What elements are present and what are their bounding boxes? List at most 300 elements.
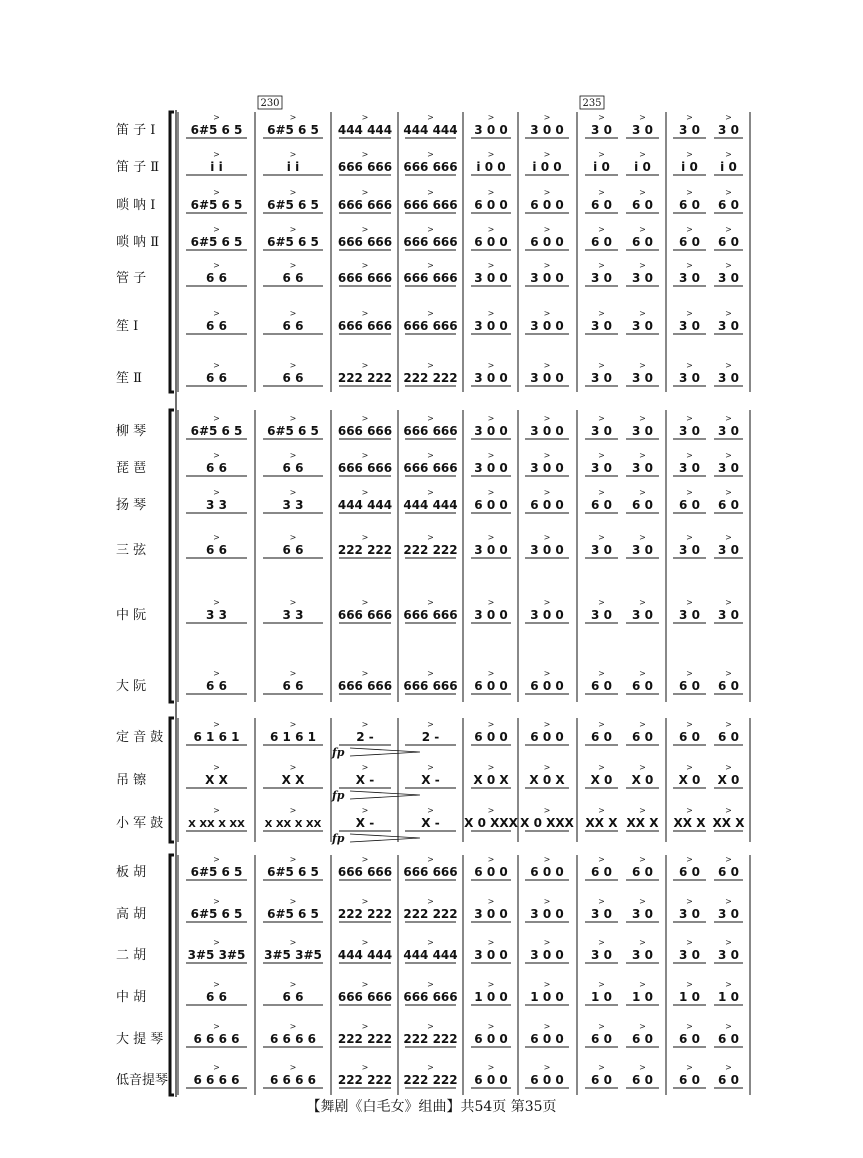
measure-notation-text: 6 6 — [282, 461, 304, 475]
accent-mark: > — [427, 414, 434, 423]
accent-mark: > — [639, 1063, 646, 1072]
accent-mark: > — [639, 763, 646, 772]
accent-mark: > — [213, 225, 220, 234]
accent-mark: > — [487, 938, 495, 947]
measure-notation-text: X - — [421, 816, 440, 830]
measure-notation-text: 1 0 0 — [474, 990, 508, 1004]
accent-mark: > — [289, 225, 297, 234]
measure-notation-text: X 0 XXX — [464, 816, 518, 830]
measure-notation-text: 3 0 0 — [530, 271, 564, 285]
measure-notation-text: 666 666 — [403, 679, 458, 693]
measure-notation-text: 6 0 — [679, 1032, 700, 1046]
accent-mark: > — [289, 361, 297, 370]
measure-notation-text: 6 0 0 — [474, 498, 508, 512]
accent-mark: > — [289, 451, 297, 460]
accent-mark: > — [427, 533, 434, 542]
instrument-label: 定 音 鼓 — [116, 730, 164, 745]
measure-notation-text: 6 0 0 — [474, 865, 508, 879]
instrument-label: 二 胡 — [116, 948, 147, 963]
instrument-label: 唢 呐 Ⅰ — [116, 198, 156, 213]
group-bracket — [170, 112, 174, 392]
accent-mark: > — [725, 598, 732, 607]
measure-notation-text: 1 0 0 — [530, 990, 564, 1004]
accent-mark: > — [725, 806, 732, 815]
measure-notation-text: XX X — [673, 816, 706, 830]
accent-mark: > — [598, 414, 605, 423]
accent-mark: > — [686, 414, 693, 423]
accent-mark: > — [639, 598, 646, 607]
measure-notation-text: 6 6 — [206, 679, 227, 693]
accent-mark: > — [487, 897, 495, 906]
measure-notation-text: 3 0 — [591, 271, 612, 285]
measure-notation-text: 6 0 0 — [474, 198, 508, 212]
measure-notation-text: 3 0 — [679, 543, 700, 557]
measure-notation-text: 222 222 — [337, 371, 393, 385]
measure-notation-text: 222 222 — [337, 543, 393, 557]
accent-mark: > — [686, 938, 693, 947]
measure-notation-text: 3 0 — [718, 461, 739, 475]
measure-notation-text: 6 0 — [718, 1073, 739, 1087]
accent-mark: > — [289, 188, 297, 197]
accent-mark: > — [427, 225, 434, 234]
measure-notation-text: 3 0 — [718, 123, 739, 137]
measure-notation-text: X 0 X — [529, 773, 565, 787]
accent-mark: > — [725, 533, 732, 542]
accent-mark: > — [361, 598, 369, 607]
accent-mark: > — [361, 1063, 369, 1072]
measure-notation-text: 6 0 — [679, 1073, 700, 1087]
measure-notation-text: 6 6 6 6 — [270, 1073, 316, 1087]
accent-mark: > — [639, 533, 646, 542]
measure-notation-text: 3#5 3#5 — [264, 948, 322, 962]
measure-notation-text: 6 0 — [718, 198, 739, 212]
accent-mark: > — [213, 897, 220, 906]
accent-mark: > — [213, 488, 220, 497]
accent-mark: > — [361, 533, 369, 542]
measure-notation-text: 3 0 — [679, 608, 700, 622]
accent-mark: > — [725, 763, 732, 772]
accent-mark: > — [427, 361, 434, 370]
decrescendo-hairpin — [350, 791, 420, 799]
accent-mark: > — [725, 261, 732, 270]
accent-mark: > — [543, 113, 551, 122]
accent-mark: > — [725, 669, 732, 678]
accent-mark: > — [427, 188, 434, 197]
measure-notation-text: 6 6 — [206, 319, 227, 333]
measure-notation-text: i 0 — [720, 160, 737, 174]
rehearsal-mark: 235 — [582, 98, 602, 109]
measure-notation-text: 666 666 — [403, 319, 458, 333]
accent-mark: > — [361, 855, 369, 864]
measure-notation-text: 6#5 6 5 — [190, 198, 243, 212]
measure-notation-text: 666 666 — [337, 461, 393, 475]
accent-mark: > — [289, 309, 297, 318]
measure-notation-text: 6 0 0 — [530, 198, 564, 212]
accent-mark: > — [289, 669, 297, 678]
accent-mark: > — [598, 669, 605, 678]
accent-mark: > — [427, 309, 434, 318]
measure-notation-text: 6 0 — [632, 865, 653, 879]
accent-mark: > — [361, 1022, 369, 1031]
accent-mark: > — [361, 188, 369, 197]
measure-notation-text: 3 0 — [718, 271, 739, 285]
measure-notation-text: 3 0 — [679, 271, 700, 285]
accent-mark: > — [725, 451, 732, 460]
accent-mark: > — [543, 598, 551, 607]
measure-notation-text: 3 0 — [718, 907, 739, 921]
measure-notation-text: 6 6 6 6 — [193, 1032, 240, 1046]
measure-notation-text: 3 0 — [591, 543, 612, 557]
accent-mark: > — [725, 855, 732, 864]
measure-notation-text: 222 222 — [403, 1032, 458, 1046]
accent-mark: > — [427, 598, 434, 607]
instrument-labels — [116, 123, 168, 1088]
measure-notation-text: 6 0 — [591, 1073, 612, 1087]
measure-notation-text: 666 666 — [403, 865, 458, 879]
measure-notation-text: 222 222 — [403, 1073, 458, 1087]
accent-mark: > — [725, 414, 732, 423]
accent-mark: > — [598, 113, 605, 122]
accent-mark: > — [427, 855, 434, 864]
accent-mark: > — [213, 188, 220, 197]
measure-notation-text: 3 0 — [718, 543, 739, 557]
measure-notation — [186, 113, 745, 1088]
measure-notation-text: 6 0 — [718, 730, 739, 744]
instrument-label: 笙 Ⅰ — [116, 319, 139, 334]
accent-mark: > — [361, 980, 369, 989]
instrument-label: 琵 琶 — [116, 461, 147, 476]
measure-notation-text: 1 0 — [679, 990, 700, 1004]
measure-notation-text: 3 0 0 — [530, 608, 564, 622]
measure-notation-text: 6 0 — [632, 498, 653, 512]
measure-notation-text: 6 0 0 — [530, 865, 564, 879]
accent-mark: > — [289, 261, 297, 270]
accent-mark: > — [289, 598, 297, 607]
accent-mark: > — [598, 598, 605, 607]
accent-mark: > — [361, 451, 369, 460]
accent-mark: > — [543, 414, 551, 423]
measure-notation-text: 444 444 — [337, 123, 393, 137]
measure-notation-text: 6 6 — [282, 679, 304, 693]
accent-mark: > — [427, 451, 434, 460]
measure-notation-text: 3 0 — [591, 948, 612, 962]
measure-notation-text: 3 3 — [282, 498, 304, 512]
accent-mark: > — [213, 261, 220, 270]
accent-mark: > — [289, 806, 297, 815]
measure-notation-text: 6 0 0 — [530, 235, 564, 249]
instrument-label: 低音提琴 — [116, 1073, 169, 1088]
measure-notation-text: 222 222 — [403, 907, 458, 921]
accent-mark: > — [686, 361, 693, 370]
measure-notation-text: 3 0 — [632, 371, 653, 385]
measure-notation-text: 3 0 — [718, 319, 739, 333]
measure-notation-text: 3 0 — [632, 461, 653, 475]
accent-mark: > — [639, 488, 646, 497]
instrument-label: 笙 Ⅱ — [116, 371, 142, 386]
measure-notation-text: 666 666 — [337, 319, 393, 333]
measure-notation-text: 6 6 — [206, 990, 227, 1004]
measure-notation-text: 444 444 — [403, 123, 458, 137]
measure-notation-text: X 0 X — [473, 773, 509, 787]
instrument-label: 笛 子 Ⅰ — [116, 123, 156, 138]
measure-notation-text: 3 0 — [632, 271, 653, 285]
instrument-label: 中 胡 — [116, 990, 147, 1005]
measure-notation-text: 222 222 — [403, 543, 458, 557]
accent-mark: > — [289, 488, 297, 497]
accent-mark: > — [543, 188, 551, 197]
accent-mark: > — [639, 980, 646, 989]
accent-mark: > — [725, 1022, 732, 1031]
instrument-label: 管 子 — [116, 271, 147, 286]
measure-notation-text: 6 0 0 — [474, 679, 508, 693]
accent-mark: > — [639, 113, 646, 122]
accent-mark: > — [598, 980, 605, 989]
rehearsal-mark: 230 — [260, 98, 280, 109]
instrument-label: 唢 呐 Ⅱ — [116, 235, 160, 250]
measure-notation-text: 666 666 — [337, 865, 393, 879]
measure-notation-text: 6 0 0 — [474, 730, 508, 744]
accent-mark: > — [639, 225, 646, 234]
accent-mark: > — [639, 309, 646, 318]
accent-mark: > — [289, 897, 297, 906]
accent-mark: > — [725, 225, 732, 234]
measure-notation-text: 6 0 0 — [474, 235, 508, 249]
dynamic-mark: fp — [332, 832, 345, 845]
accent-mark: > — [361, 938, 369, 947]
accent-mark: > — [213, 1022, 220, 1031]
measure-notation-text: 666 666 — [337, 608, 393, 622]
staff-lines — [170, 110, 750, 1097]
accent-mark: > — [598, 488, 605, 497]
measure-notation-text: 3 0 — [718, 608, 739, 622]
measure-notation-text: 3 0 — [718, 371, 739, 385]
instrument-label: 笛 子 Ⅱ — [116, 160, 160, 175]
measure-notation-text: 6#5 6 5 — [190, 865, 243, 879]
accent-mark: > — [289, 980, 297, 989]
measure-notation-text: 3 0 — [591, 371, 612, 385]
measure-notation-text: 2 - — [421, 730, 440, 744]
accent-mark: > — [639, 897, 646, 906]
measure-notation-text: 3 0 0 — [530, 424, 564, 438]
measure-notation-text: 6 0 — [632, 1032, 653, 1046]
measure-notation-text: 6#5 6 5 — [267, 424, 319, 438]
measure-notation-text: 3 0 — [591, 319, 612, 333]
measure-notation-text: 6 0 — [679, 865, 700, 879]
measure-notation-text: 6 6 — [282, 543, 304, 557]
measure-notation-text: 6#5 6 5 — [267, 123, 319, 137]
accent-mark: > — [543, 1063, 551, 1072]
accent-mark: > — [361, 414, 369, 423]
measure-notation-text: 3 3 — [206, 498, 227, 512]
measure-notation-text: 3 0 — [679, 461, 700, 475]
accent-mark: > — [598, 1022, 605, 1031]
measure-notation-text: 666 666 — [403, 608, 458, 622]
accent-mark: > — [598, 855, 605, 864]
measure-notation-text: 3 0 0 — [530, 543, 564, 557]
measure-notation-text: 666 666 — [337, 198, 393, 212]
measure-notation-text: 666 666 — [337, 271, 393, 285]
accent-mark: > — [213, 150, 220, 159]
measure-notation-text: 3 0 0 — [474, 948, 508, 962]
accent-mark: > — [427, 763, 434, 772]
measure-notation-text: 3 0 0 — [530, 948, 564, 962]
accent-mark: > — [543, 150, 551, 159]
measure-notation-text: 6#5 6 5 — [267, 865, 319, 879]
accent-mark: > — [639, 188, 646, 197]
accent-mark: > — [725, 938, 732, 947]
measure-notation-text: 666 666 — [403, 160, 458, 174]
measure-notation-text: 3 0 — [718, 948, 739, 962]
measure-notation-text: 6 0 — [591, 1032, 612, 1046]
accent-mark: > — [639, 806, 646, 815]
accent-mark: > — [427, 1022, 434, 1031]
accent-mark: > — [598, 897, 605, 906]
dynamic-mark: fp — [332, 746, 345, 759]
accent-mark: > — [361, 309, 369, 318]
measure-notation-text: i 0 0 — [532, 160, 562, 174]
instrument-label: 三 弦 — [116, 543, 147, 558]
measure-notation-text: X 0 — [631, 773, 654, 787]
accent-mark: > — [361, 261, 369, 270]
accent-mark: > — [686, 598, 693, 607]
accent-mark: > — [487, 414, 495, 423]
accent-mark: > — [686, 261, 693, 270]
accent-mark: > — [213, 669, 220, 678]
measure-notation-text: 3 0 — [632, 543, 653, 557]
accent-mark: > — [213, 309, 220, 318]
measure-notation-text: 3 0 — [679, 319, 700, 333]
accent-mark: > — [427, 980, 434, 989]
measure-notation-text: 3 0 0 — [474, 271, 508, 285]
measure-notation-text: 6 0 — [591, 235, 612, 249]
accent-mark: > — [487, 1063, 495, 1072]
dynamic-mark: fp — [332, 789, 345, 802]
measure-notation-text: 6#5 6 5 — [267, 198, 319, 212]
measure-notation-text: 666 666 — [403, 235, 458, 249]
accent-mark: > — [487, 806, 495, 815]
accent-mark: > — [598, 150, 605, 159]
accent-mark: > — [361, 720, 369, 729]
measure-notation-text: 6 0 — [718, 679, 739, 693]
accent-mark: > — [361, 150, 369, 159]
measure-notation-text: 3 0 0 — [474, 319, 508, 333]
accent-mark: > — [213, 806, 220, 815]
measure-notation-text: X X — [205, 773, 228, 787]
accent-mark: > — [427, 669, 434, 678]
accent-mark: > — [686, 669, 693, 678]
measure-notation-text: 6#5 6 5 — [190, 123, 243, 137]
measure-notation-text: 666 666 — [403, 424, 458, 438]
accent-mark: > — [543, 451, 551, 460]
accent-mark: > — [686, 897, 693, 906]
accent-mark: > — [686, 150, 693, 159]
measure-notation-text: X XX X XX — [188, 819, 245, 830]
measure-notation-text: 3 0 — [679, 907, 700, 921]
measure-notation-text: 6 6 — [282, 271, 304, 285]
accent-mark: > — [289, 855, 297, 864]
accent-mark: > — [598, 806, 605, 815]
measure-notation-text: 3 0 — [679, 371, 700, 385]
accent-mark: > — [487, 533, 495, 542]
accent-mark: > — [686, 1063, 693, 1072]
measure-notation-text: 6 0 0 — [474, 1073, 508, 1087]
measure-notation-text: 6 0 — [632, 1073, 653, 1087]
accent-mark: > — [487, 980, 495, 989]
accent-mark: > — [725, 150, 732, 159]
measure-notation-text: 666 666 — [337, 160, 393, 174]
measure-notation-text: 6 0 — [718, 235, 739, 249]
accent-mark: > — [543, 225, 551, 234]
decrescendo-hairpin — [350, 748, 420, 756]
accent-mark: > — [725, 309, 732, 318]
measure-notation-text: 3 0 0 — [530, 907, 564, 921]
measure-notation-text: 3 0 — [679, 948, 700, 962]
accent-mark: > — [487, 669, 495, 678]
measure-notation-text: 6 0 — [591, 498, 612, 512]
measure-notation-text: 3 0 — [632, 948, 653, 962]
measure-notation-text: 6 0 — [718, 1032, 739, 1046]
measure-notation-text: 6 6 — [206, 461, 227, 475]
group-bracket — [170, 855, 174, 1095]
measure-notation-text: 6 0 — [632, 235, 653, 249]
measure-notation-text: 6#5 6 5 — [267, 235, 319, 249]
accent-mark: > — [361, 669, 369, 678]
measure-notation-text: 6 0 — [632, 198, 653, 212]
accent-mark: > — [213, 361, 220, 370]
accent-mark: > — [543, 720, 551, 729]
accent-mark: > — [361, 225, 369, 234]
measure-notation-text: 666 666 — [403, 271, 458, 285]
accent-mark: > — [289, 720, 297, 729]
accent-mark: > — [686, 855, 693, 864]
accent-mark: > — [639, 451, 646, 460]
accent-mark: > — [598, 361, 605, 370]
measure-notation-text: 666 666 — [337, 990, 393, 1004]
accent-mark: > — [543, 533, 551, 542]
instrument-label: 小 军 鼓 — [116, 816, 164, 831]
accent-mark: > — [598, 225, 605, 234]
accent-mark: > — [543, 980, 551, 989]
accent-mark: > — [427, 1063, 434, 1072]
accent-mark: > — [289, 1063, 297, 1072]
accent-mark: > — [361, 113, 369, 122]
accent-mark: > — [598, 720, 605, 729]
accent-mark: > — [598, 451, 605, 460]
measure-notation-text: 6 0 — [679, 730, 700, 744]
accent-mark: > — [427, 938, 434, 947]
measure-notation-text: 222 222 — [337, 1073, 393, 1087]
accent-mark: > — [289, 113, 297, 122]
accent-mark: > — [686, 451, 693, 460]
accent-mark: > — [543, 763, 551, 772]
accent-mark: > — [686, 309, 693, 318]
accent-mark: > — [487, 113, 495, 122]
accent-mark: > — [289, 938, 297, 947]
measure-notation-text: 3 0 0 — [530, 461, 564, 475]
group-bracket — [170, 410, 174, 702]
measure-notation-text: 6 6 — [282, 319, 304, 333]
accent-mark: > — [289, 150, 297, 159]
measure-notation-text: X 0 — [590, 773, 613, 787]
measure-notation-text: 3 0 — [632, 424, 653, 438]
measure-notation-text: 6 0 — [632, 679, 653, 693]
accent-mark: > — [487, 598, 495, 607]
measure-notation-text: X X — [281, 773, 305, 787]
measure-notation-text: 444 444 — [337, 498, 393, 512]
accent-mark: > — [213, 855, 220, 864]
accent-mark: > — [686, 188, 693, 197]
measure-notation-text: 3 3 — [282, 608, 304, 622]
